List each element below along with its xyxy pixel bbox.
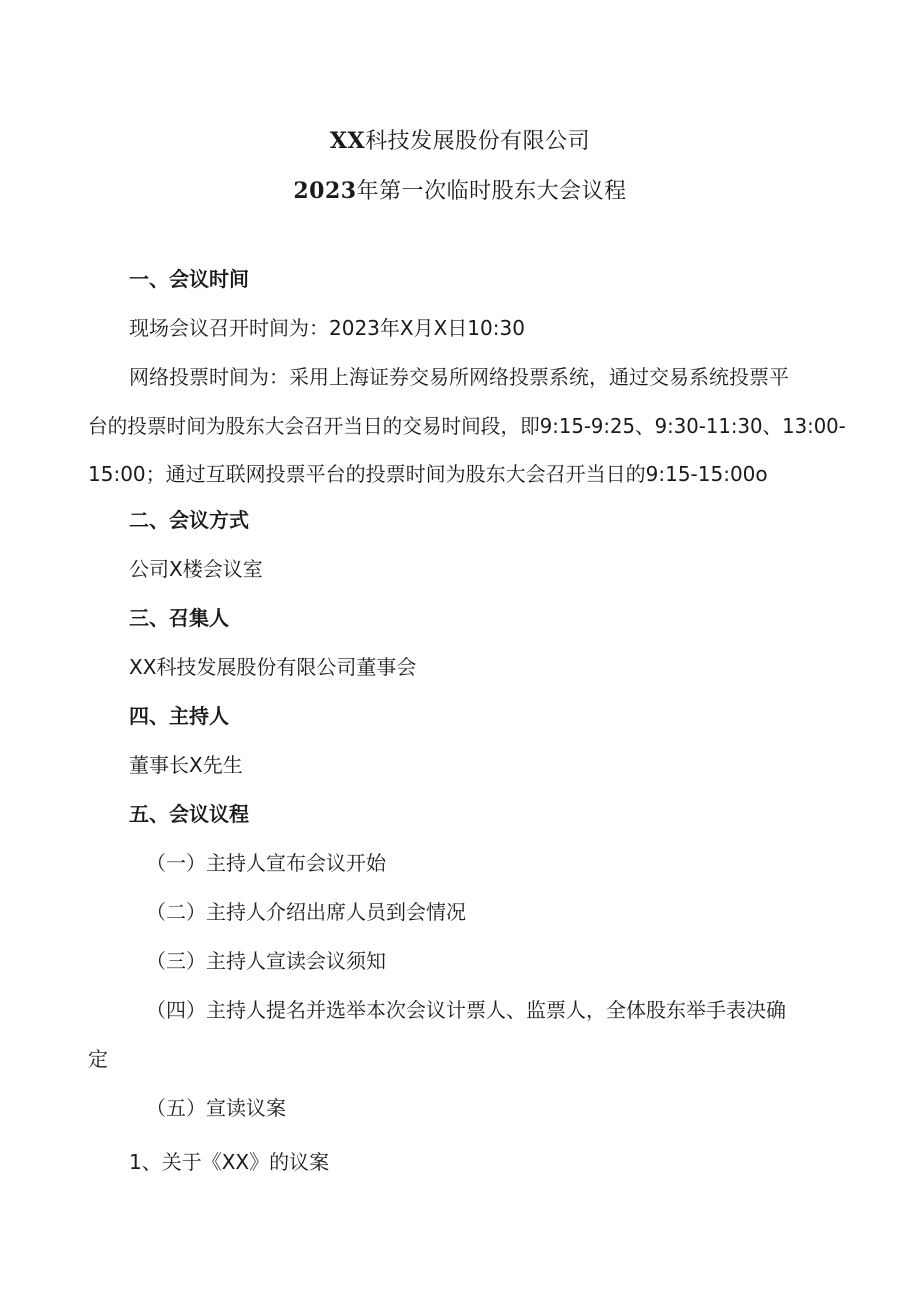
section-heading-meeting-method: 二、会议方式 <box>129 508 249 532</box>
section-heading-meeting-time: 一、会议时间 <box>129 267 249 291</box>
agenda-title: 年第一次临时股东大会议程 <box>356 179 627 204</box>
motion-item-1: 1、关于《XX》的议案 <box>129 1150 330 1174</box>
agenda-item-3: （三）主持人宣读会议须知 <box>146 949 386 973</box>
online-voting-line-3: 15:00；通过互联网投票平台的投票时间为股东大会召开当日的9:15-15:00o <box>88 462 768 486</box>
agenda-item-2: （二）主持人介绍出席人员到会情况 <box>146 900 466 924</box>
section-heading-convener: 三、召集人 <box>129 606 229 630</box>
online-voting-line-1: 网络投票时间为：采用上海证券交易所网络投票系统，通过交易系统投票平 <box>129 365 789 389</box>
online-voting-line-2: 台的投票时间为股东大会召开当日的交易时间段，即9:15-9:25、9:30-11:30、13:00- <box>88 414 846 438</box>
agenda-item-4-continued: 定 <box>88 1047 108 1071</box>
agenda-year: 2023 <box>293 178 357 204</box>
meeting-location: 公司X楼会议室 <box>129 557 263 581</box>
company-name: 科技发展股份有限公司 <box>365 129 591 154</box>
convener-name: XX科技发展股份有限公司董事会 <box>129 655 417 679</box>
document-title-agenda <box>0 174 920 205</box>
agenda-item-1: （一）主持人宣布会议开始 <box>146 851 386 875</box>
company-prefix: XX <box>329 128 366 154</box>
host-name: 董事长X先生 <box>129 753 243 777</box>
section-heading-agenda: 五、会议议程 <box>129 802 249 826</box>
agenda-item-4: （四）主持人提名并选举本次会议计票人、监票人，全体股东举手表决确 <box>146 998 786 1022</box>
document-title-company <box>0 124 920 155</box>
onsite-meeting-time: 现场会议召开时间为：2023年X月X日10:30 <box>129 316 525 340</box>
agenda-item-5: （五）宣读议案 <box>146 1096 286 1120</box>
section-heading-host: 四、主持人 <box>129 704 229 728</box>
